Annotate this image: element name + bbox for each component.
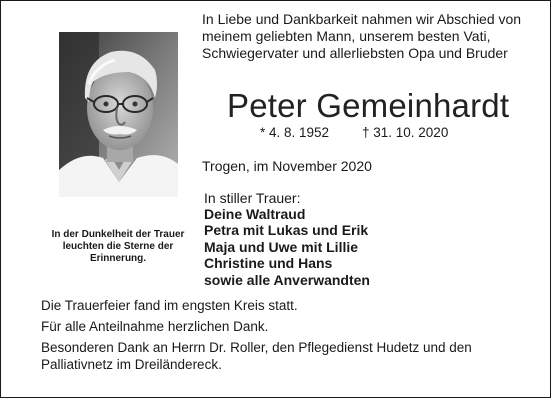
mourners-list bbox=[204, 206, 370, 288]
mourner-name: Maja und Uwe mit Lillie bbox=[204, 238, 359, 255]
portrait-photo bbox=[59, 32, 178, 197]
funeral-note: Die Trauerfeier fand im engsten Kreis statt. bbox=[41, 298, 298, 313]
mourner-name: Christine und Hans bbox=[204, 255, 333, 272]
mourner-name: sowie alle Anverwandten bbox=[204, 271, 370, 288]
intro-line: In Liebe und Dankbarkeit nahmen wir Abschied von bbox=[202, 11, 522, 27]
intro-line: Schwiegervater und allerliebsten Opa und Bruder bbox=[202, 45, 508, 61]
deceased-name: Peter Gemeinhardt bbox=[227, 87, 510, 124]
mourner-name: Petra mit Lukas und Erik bbox=[204, 222, 369, 239]
thanks-note: Für alle Anteilnahme herzlichen Dank. bbox=[41, 319, 269, 334]
special-thanks-line: Palliativnetz im Dreiländereck. bbox=[41, 357, 222, 372]
death-date: † 31. 10. 2020 bbox=[362, 125, 449, 140]
footer-text bbox=[41, 297, 541, 373]
mourner-name: Deine Waltraud bbox=[204, 206, 306, 222]
intro-text bbox=[202, 11, 542, 62]
intro-line: meinem geliebten Mann, unserem besten Vati, bbox=[202, 28, 491, 44]
quote-line: leuchten die Sterne der bbox=[62, 241, 174, 252]
place-and-date: Trogen, im November 2020 bbox=[202, 158, 372, 174]
quote-line: Erinnerung. bbox=[89, 253, 147, 264]
mourners-label: In stiller Trauer: bbox=[204, 190, 301, 206]
birth-date: * 4. 8. 1952 bbox=[260, 125, 330, 140]
special-thanks-line: Besonderen Dank an Herrn Dr. Roller, den Pflegedienst Hudetz und den bbox=[41, 340, 472, 355]
quote-line: In der Dunkelheit der Trauer bbox=[51, 229, 185, 240]
portrait-illustration bbox=[59, 32, 178, 197]
memorial-quote bbox=[43, 229, 193, 265]
